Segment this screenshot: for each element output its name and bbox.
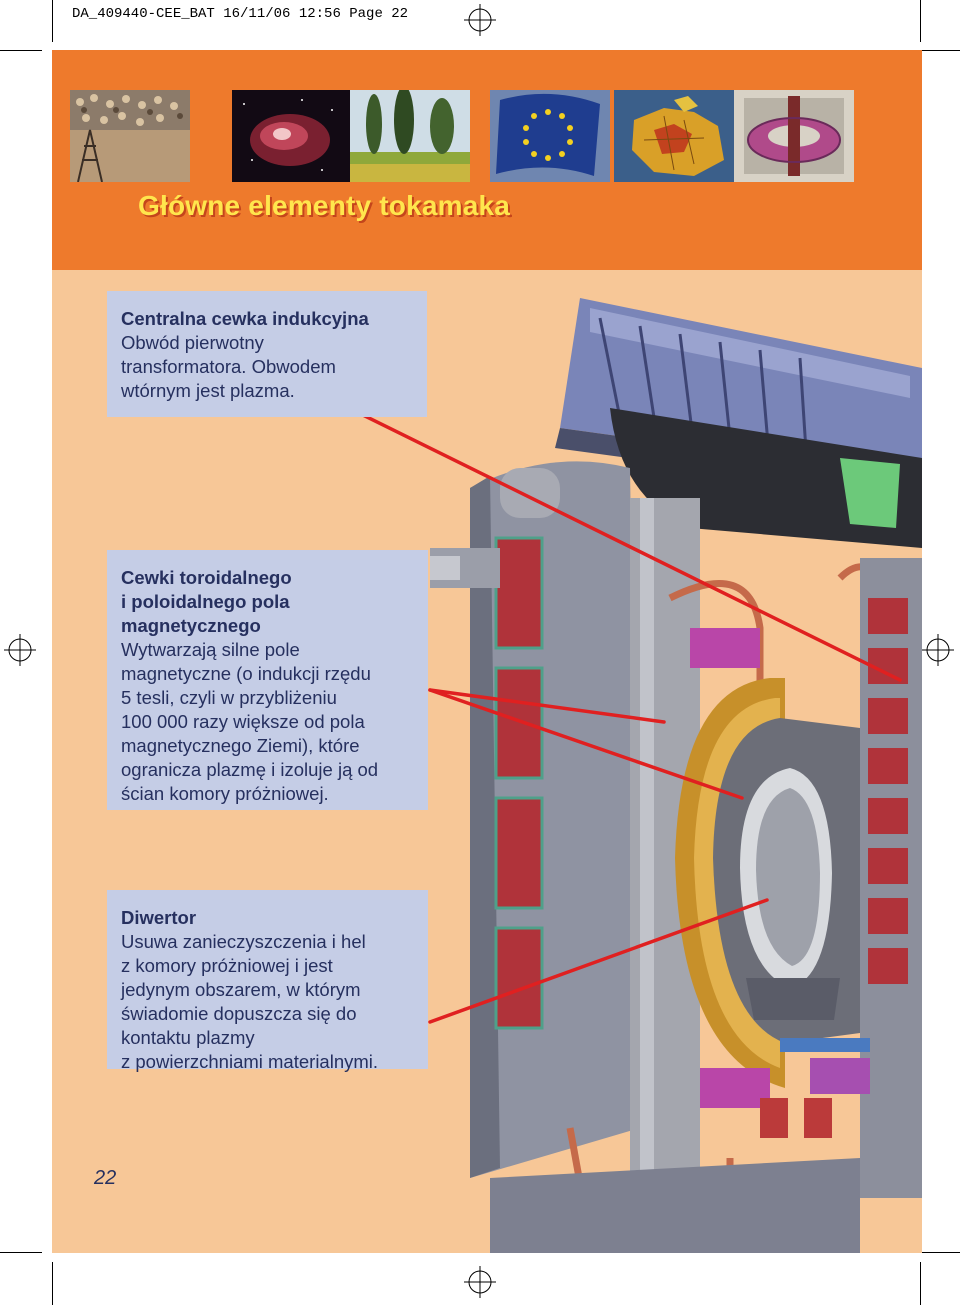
box-title: Cewki toroidalnego i poloidalnego pola magnetycznego (121, 567, 292, 636)
divertor-box (107, 890, 428, 1072)
crop-mark (918, 1252, 960, 1253)
magnetic-coils-box (107, 550, 428, 810)
crop-mark (0, 50, 42, 51)
print-slug: DA_409440-CEE_BAT 16/11/06 12:56 Page 22 (72, 6, 409, 22)
box-title: Diwertor (121, 907, 197, 928)
crop-mark (52, 0, 53, 42)
registration-mark-icon (4, 634, 36, 666)
trees-photo (350, 90, 470, 182)
nebula-photo (232, 90, 352, 182)
europe-map-photo (614, 90, 734, 182)
crop-mark (52, 1262, 53, 1305)
photo-strip (70, 90, 852, 182)
box-text: Wytwarzają silne pole magnetyczne (o indukcji rzędu 5 tesli, czyli w przybliżeniu 100 000 razy większe od pola magnetycznego Ziemi), które ogranicza plazmę i izoluje ją od ścian komory próżniowej. (121, 639, 379, 804)
central-solenoid-box (107, 291, 427, 417)
brochure-page (52, 50, 922, 1253)
box-title: Centralna cewka indukcyjna (121, 308, 369, 329)
page-header (52, 50, 922, 270)
crop-mark (920, 0, 921, 42)
registration-mark-icon (464, 4, 496, 36)
crop-mark (920, 1262, 921, 1305)
crop-mark (918, 50, 960, 51)
page-number: 22 (94, 1167, 117, 1189)
torus-photo (734, 90, 854, 182)
registration-mark-icon (922, 634, 954, 666)
tokamak-illustration (430, 298, 922, 1253)
page-title: Główne elementy tokamaka (138, 190, 511, 221)
box-text: Usuwa zanieczyszczenia i hel z komory próżniowej i jest jedynym obszarem, w którym świadomie dopuszcza się do kontaktu plazmy z powierzchniami materialnymi. (121, 931, 379, 1072)
crop-mark (0, 1252, 42, 1253)
box-text: Obwód pierwotny transformatora. Obwodem wtórnym jest plazma. (121, 332, 336, 401)
crowd-photo (70, 90, 190, 182)
registration-mark-icon (464, 1266, 496, 1298)
eu-flag-photo (490, 90, 610, 182)
